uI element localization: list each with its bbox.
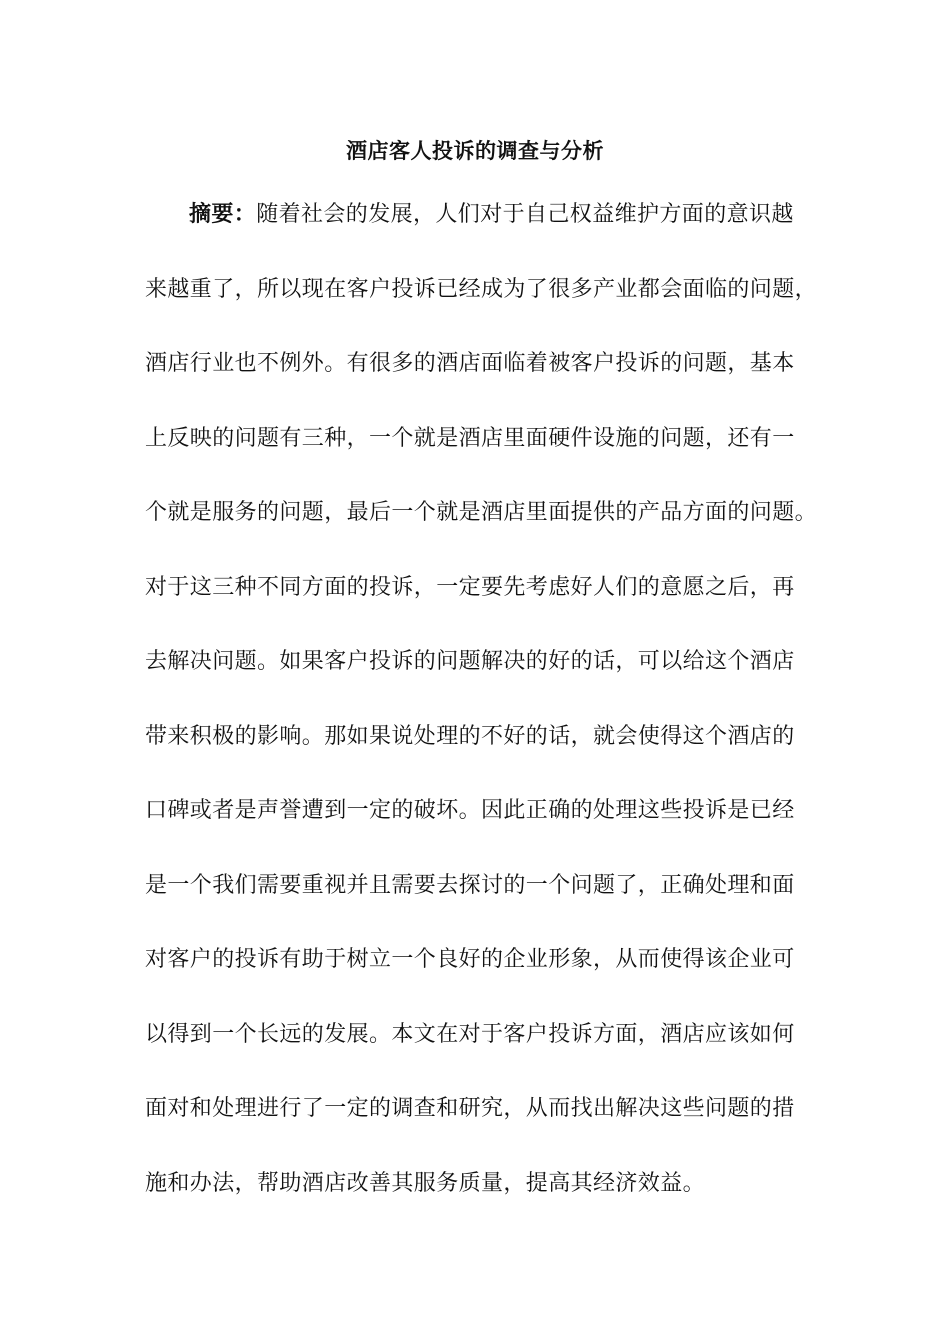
abstract-line: 口碑或者是声誉遭到一定的破坏。因此正确的处理这些投诉是已经 bbox=[145, 798, 795, 823]
document-title: 酒店客人投诉的调查与分析 bbox=[346, 139, 604, 163]
abstract-line: 酒店行业也不例外。有很多的酒店面临着被客户投诉的问题，基本 bbox=[145, 351, 795, 376]
abstract-line: 带来积极的影响。那如果说处理的不好的话，就会使得这个酒店的 bbox=[145, 723, 795, 749]
abstract-line: 面对和处理进行了一定的调查和研究，从而找出解决这些问题的措 bbox=[145, 1096, 795, 1121]
abstract-line-text: 随着社会的发展，人们对于自己权益维护方面的意识越 bbox=[256, 202, 794, 227]
abstract-line: 个就是服务的问题，最后一个就是酒店里面提供的产品方面的问题。 bbox=[145, 500, 818, 525]
abstract-line: 对客户的投诉有助于树立一个良好的企业形象，从而使得该企业可 bbox=[145, 947, 795, 972]
abstract-label: 摘要： bbox=[189, 202, 257, 227]
abstract-line: 以得到一个长远的发展。本文在对于客户投诉方面，酒店应该如何 bbox=[145, 1021, 795, 1047]
abstract-line: 上反映的问题有三种，一个就是酒店里面硬件设施的问题，还有一 bbox=[145, 425, 795, 451]
abstract-line: 对于这三种不同方面的投诉，一定要先考虑好人们的意愿之后，再 bbox=[145, 574, 795, 600]
abstract-body bbox=[145, 198, 825, 1241]
abstract-line: 是一个我们需要重视并且需要去探讨的一个问题了，正确处理和面 bbox=[145, 872, 795, 898]
abstract-line: 施和办法，帮助酒店改善其服务质量，提高其经济效益。 bbox=[145, 1170, 706, 1196]
abstract-line bbox=[145, 198, 825, 273]
abstract-line: 来越重了，所以现在客户投诉已经成为了很多产业都会面临的问题， bbox=[145, 276, 818, 302]
abstract-line: 去解决问题。如果客户投诉的问题解决的好的话，可以给这个酒店 bbox=[145, 649, 795, 674]
